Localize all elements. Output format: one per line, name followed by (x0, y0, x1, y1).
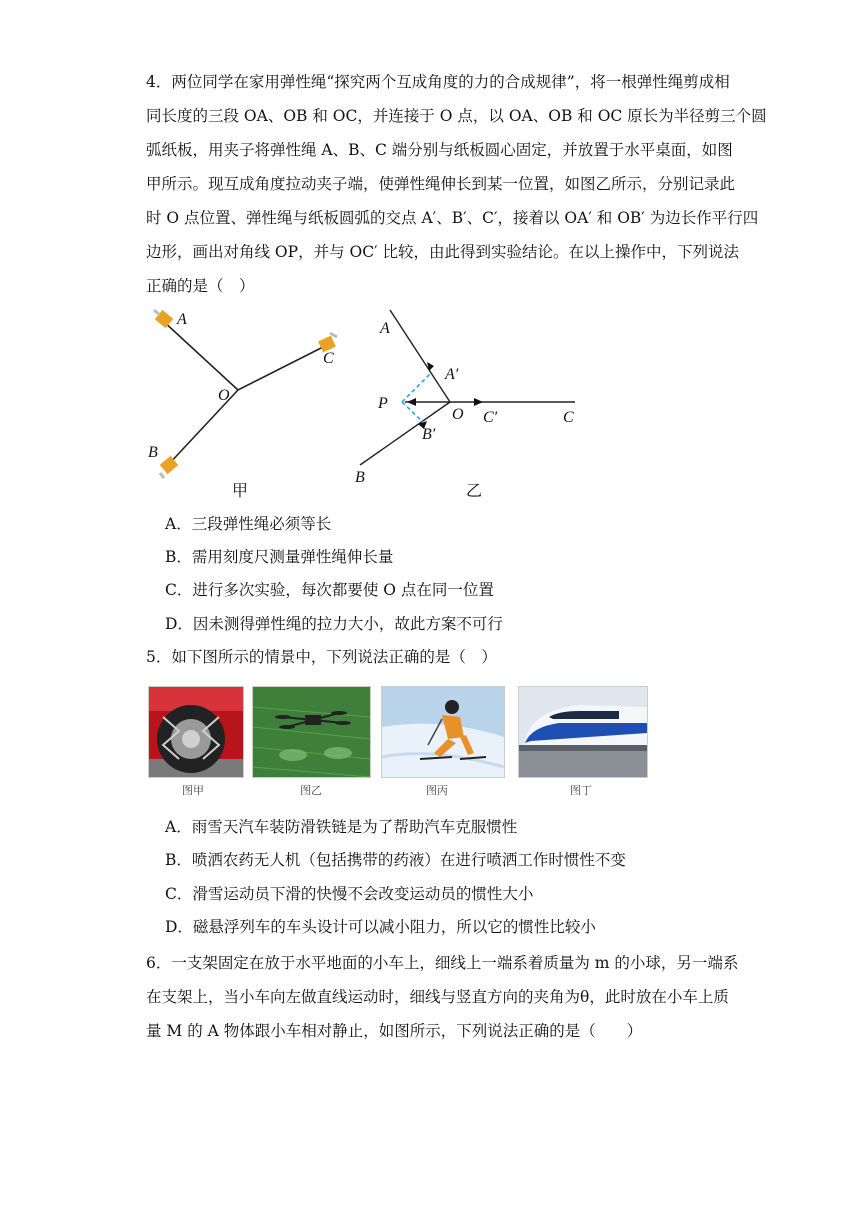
label-A: A (380, 320, 390, 337)
label-A-prime: A′ (445, 366, 459, 383)
photo-drone-field (252, 686, 371, 778)
label-C: C (323, 350, 334, 367)
label-O: O (452, 406, 464, 423)
figure-yi-caption: 乙 (466, 481, 483, 500)
figure-jia-caption: 甲 (232, 481, 249, 500)
photo-caption-ding: 图丁 (570, 784, 592, 797)
clip-b-icon (160, 456, 178, 478)
q4-line-1: 4．两位同学在家用弹性绳“探究两个互成角度的力的合成规律”，将一根弹性绳剪成相 (146, 73, 730, 91)
photo-caption-jia: 图甲 (182, 784, 204, 797)
label-B: B (355, 469, 365, 486)
photo-maglev-train (518, 686, 648, 778)
figure-jia (140, 305, 350, 505)
q5-option-d[interactable]: D．磁悬浮列车的车头设计可以减小阻力，所以它的惯性比较小 (165, 918, 596, 936)
q4-option-d[interactable]: D．因未测得弹性绳的拉力大小，故此方案不可行 (165, 615, 503, 633)
q4-option-a[interactable]: A．三段弹性绳必须等长 (165, 515, 332, 533)
q5-option-c[interactable]: C．滑雪运动员下滑的快慢不会改变运动员的惯性大小 (165, 885, 534, 903)
label-B-prime: B′ (422, 426, 436, 443)
q4-line-3: 弧纸板，用夹子将弹性绳 A、B、C 端分别与纸板圆心固定，并放置于水平桌面，如图 (146, 141, 733, 159)
q4-line-4: 甲所示。现互成角度拉动夹子端，使弹性绳伸长到某一位置，如图乙所示，分别记录此 (146, 175, 736, 193)
photo-caption-bing: 图丙 (426, 784, 448, 797)
label-C-prime: C′ (483, 409, 498, 426)
label-C: C (563, 409, 574, 426)
q4-line-7: 正确的是（ ） (146, 277, 255, 295)
q6-line-3: 量 M 的 A 物体跟小车相对静止，如图所示，下列说法正确的是（ ） (146, 1022, 643, 1040)
label-B: B (148, 444, 158, 461)
q4-option-b[interactable]: B．需用刻度尺测量弹性绳伸长量 (165, 548, 394, 566)
q4-option-c[interactable]: C．进行多次实验，每次都要使 O 点在同一位置 (165, 581, 494, 599)
label-P: P (378, 395, 388, 412)
q6-line-1: 6．一支架固定在放于水平地面的小车上，细线上一端系着质量为 m 的小球，另一端系 (146, 954, 739, 972)
q4-line-2: 同长度的三段 OA、OB 和 OC，并连接于 O 点，以 OA、OB 和 OC 原长为半径剪三个圆 (146, 107, 767, 125)
q5-stem: 5．如下图所示的情景中，下列说法正确的是（ ） (146, 648, 497, 666)
label-O: O (218, 387, 230, 404)
clip-a-icon (154, 310, 173, 328)
q4-line-5: 时 O 点位置、弹性绳与纸板圆弧的交点 A′、B′、C′，接着以 OA′ 和 OB′ 为边长作平行四 (146, 209, 759, 227)
q5-option-a[interactable]: A．雨雪天汽车装防滑铁链是为了帮助汽车克服惯性 (165, 818, 518, 836)
photo-skier (381, 686, 505, 778)
label-A: A (177, 311, 187, 328)
q5-option-b[interactable]: B．喷洒农药无人机（包括携带的药液）在进行喷洒工作时惯性不变 (165, 851, 626, 869)
figure-yi (345, 305, 585, 495)
q4-line-6: 边形，画出对角线 OP，并与 OC′ 比较，由此得到实验结论。在以上操作中，下列说法 (146, 243, 740, 261)
photo-caption-yi: 图乙 (300, 784, 322, 797)
q6-line-2: 在支架上，当小车向左做直线运动时，细线与竖直方向的夹角为θ，此时放在小车上质 (146, 988, 729, 1006)
photo-car-tire-chain (148, 686, 244, 778)
